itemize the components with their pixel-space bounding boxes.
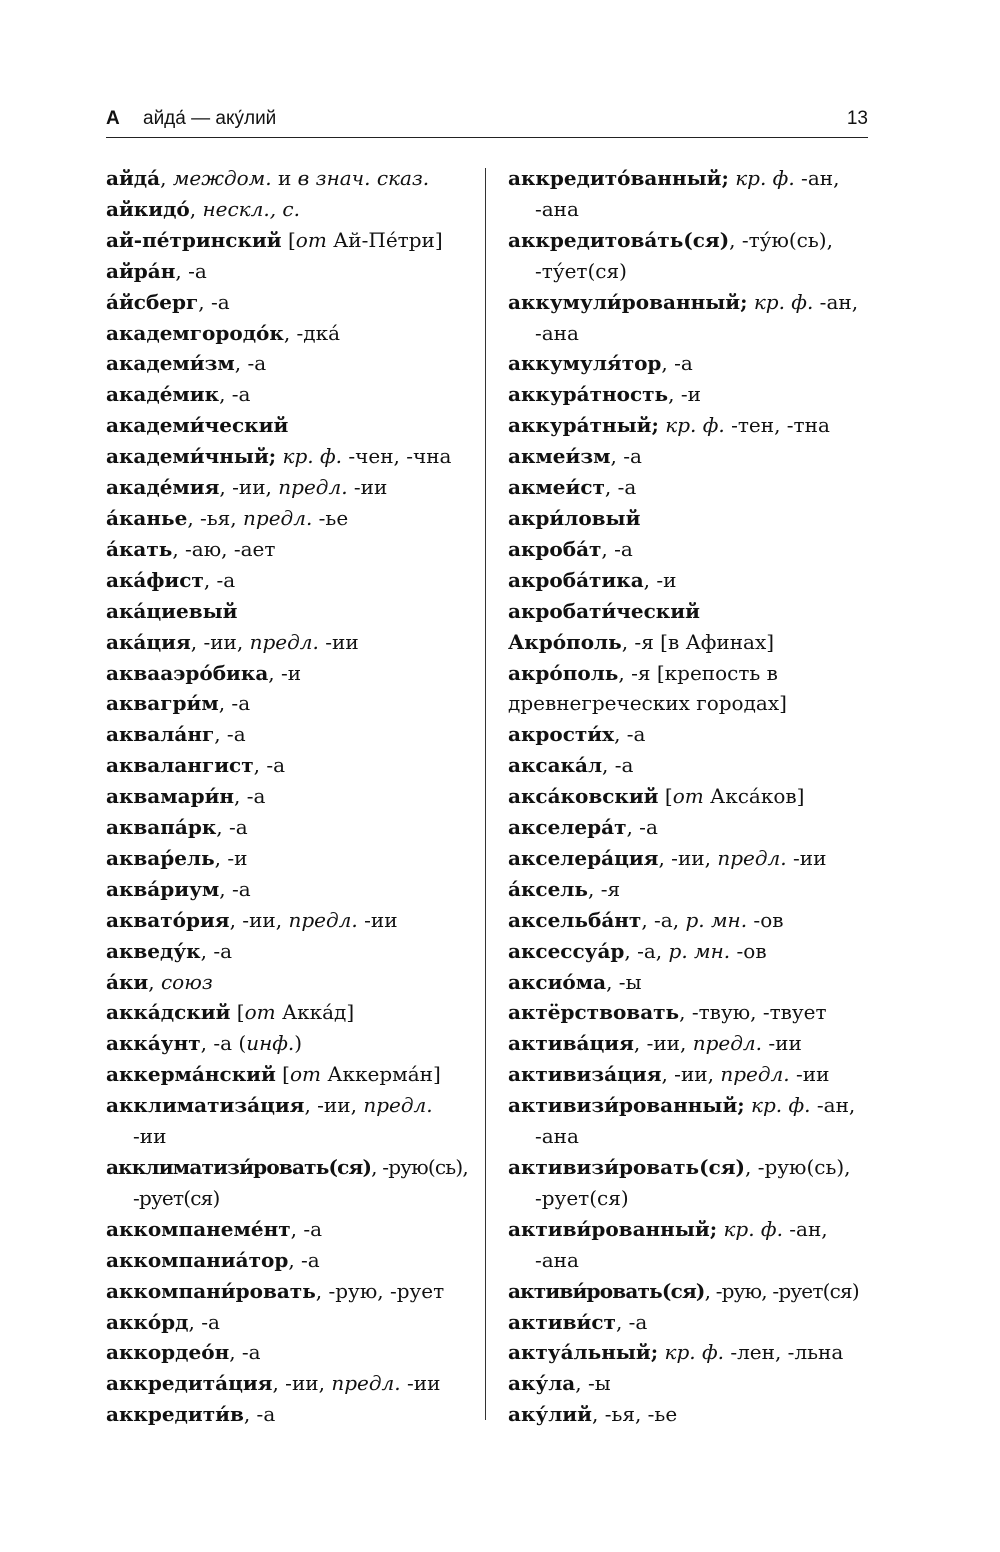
inflection-text: , -а [216, 815, 248, 840]
dictionary-entry [508, 1368, 870, 1399]
dictionary-entry [106, 1245, 474, 1276]
dictionary-entry [508, 596, 870, 627]
entry-continuation: -рует(ся) [535, 1185, 629, 1210]
inflection-text: , -ии, [633, 1031, 693, 1056]
grammar-label: р. мн. [685, 907, 748, 932]
inflection-text: , -ии, [661, 1062, 721, 1087]
dictionary-entry [106, 688, 474, 719]
headword: аккумуля́тор [508, 351, 662, 376]
headword: аквааэро́бика [106, 660, 269, 685]
grammar-label: от [290, 1062, 322, 1087]
entry-continuation: -ии [133, 1124, 167, 1149]
headword: аквапа́рк [106, 815, 217, 840]
headword: ака́фист [106, 567, 204, 592]
headword: аквалангист [106, 753, 254, 778]
headword: аккредито́ванный; [508, 166, 729, 190]
headword: аккура́тность [508, 382, 669, 407]
dictionary-entry [106, 1059, 474, 1090]
dictionary-entry [106, 379, 474, 410]
headword: ака́циевый [106, 598, 238, 623]
inflection-text: , -дка́ [283, 320, 341, 345]
dictionary-entry [106, 503, 474, 534]
inflection-text: Ай-Пе́три] [326, 227, 443, 252]
dictionary-entry [106, 997, 474, 1028]
dictionary-entry [508, 627, 870, 658]
inflection-text: -ии [786, 845, 827, 870]
inflection-text: , -аю, -ает [172, 536, 276, 561]
dictionary-entry [508, 503, 870, 534]
inflection-text: [ [275, 1062, 290, 1087]
headword: активи́ровать(ся) [508, 1278, 705, 1303]
dictionary-entry [508, 936, 870, 967]
inflection-text: -лен, -льна [723, 1340, 844, 1365]
inflection-text: , -а [290, 1216, 323, 1241]
inflection-text: , -рую, -рует(ся) [704, 1278, 859, 1303]
inflection-text: , -а [614, 722, 646, 747]
headword: академи́ческий [106, 413, 289, 438]
dictionary-entry [106, 936, 474, 967]
inflection-text: , -рую, -рует [315, 1278, 445, 1303]
inflection-text: , -а [203, 567, 236, 592]
grammar-label: предл. [278, 475, 348, 500]
headword: акрости́х [508, 722, 615, 747]
headword: акка́дский [106, 1000, 231, 1025]
headword: аккордео́н [106, 1340, 230, 1365]
inflection-text: , -а, [641, 907, 686, 932]
headword: активиза́ция [508, 1062, 662, 1087]
inflection-text: , -а [610, 444, 642, 469]
headword: акробати́ческий [508, 598, 700, 623]
inflection-text: -ии [318, 629, 359, 654]
inflection-text: Акка́д] [275, 1000, 355, 1025]
dictionary-entry [106, 1214, 474, 1245]
inflection-text: , -а [219, 382, 251, 407]
dictionary-entry [106, 812, 474, 843]
dictionary-entry [106, 719, 474, 750]
headword: ака́ция [106, 629, 191, 654]
grammar-label: предл. [717, 845, 787, 870]
inflection-text: , -а [626, 815, 658, 840]
inflection-text: , -а [601, 536, 633, 561]
dictionary-entry [106, 843, 474, 874]
dictionary-entry [106, 1368, 474, 1399]
dictionary-entry [508, 379, 870, 410]
running-header [106, 108, 868, 136]
headword: акклиматизи́ровать(ся) [106, 1155, 372, 1179]
grammar-label: междом. [172, 166, 272, 190]
dictionary-entry [508, 1276, 870, 1307]
dictionary-entry [106, 287, 474, 318]
entry-continuation: -рует(ся) [133, 1185, 220, 1210]
inflection-text: [ [281, 227, 296, 252]
inflection-text: , -а [198, 289, 230, 314]
dictionary-entry [508, 967, 870, 998]
entry-continuation: -ана [535, 1124, 579, 1149]
inflection-text: , -и [643, 567, 677, 592]
headword: активизи́рованный; [508, 1093, 745, 1118]
page-number: 13 [846, 108, 868, 129]
dictionary-entry [106, 1399, 474, 1430]
inflection-text: , -а, [624, 938, 669, 963]
inflection-text: , -а [175, 258, 207, 283]
headword: аккредита́ция [106, 1371, 273, 1396]
inflection-text: , -а [243, 1402, 276, 1427]
headword: акселера́ция [508, 845, 659, 870]
inflection-text: , -и [214, 845, 248, 870]
inflection-text: , -рую(сь), [744, 1155, 851, 1179]
dictionary-entry [508, 565, 870, 596]
right-column [508, 163, 870, 1430]
headword: акко́рд [106, 1309, 189, 1334]
inflection-text: -ов [730, 938, 767, 963]
headword: акроба́тика [508, 567, 644, 592]
inflection-text: , -а [188, 1309, 220, 1334]
headword: аксио́ма [508, 969, 607, 994]
dictionary-entry [106, 410, 474, 441]
inflection-text: -ье [312, 505, 349, 530]
header-rule [106, 137, 868, 138]
headword: акса́ковский [508, 784, 659, 809]
grammar-label: предл. [692, 1031, 763, 1056]
inflection-text: , -я [крепость в [618, 660, 778, 685]
headword: а́ксель [508, 876, 588, 901]
grammar-label: кр. ф. [664, 1340, 724, 1365]
inflection-text: , -и [268, 660, 302, 685]
inflection-text: , -ту́ю(сь), [729, 227, 833, 252]
grammar-label: кр. ф. [753, 289, 814, 314]
dictionary-entry [508, 812, 870, 843]
headword: аквато́рия [106, 907, 230, 932]
headword: акклиматиза́ция [106, 1093, 305, 1118]
headword: аккредити́в [106, 1402, 244, 1427]
dictionary-entry [106, 1307, 474, 1338]
headword: аквала́нг [106, 722, 215, 747]
dictionary-entry [508, 997, 870, 1028]
dictionary-entry [106, 967, 474, 998]
dictionary-entry [508, 1152, 870, 1183]
dictionary-entry [508, 1214, 870, 1245]
inflection-text: , -а [218, 691, 251, 716]
headword: айра́н [106, 258, 176, 283]
dictionary-entry [106, 534, 474, 565]
headword: активи́рованный; [508, 1216, 718, 1241]
grammar-label: предл. [331, 1371, 401, 1396]
inflection-text: , -ы [575, 1371, 611, 1396]
inflection-text: , -а [234, 784, 266, 809]
inflection-text: , -ья, -ье [591, 1402, 678, 1427]
inflection-text: -ан, [813, 289, 859, 314]
inflection-text: , -а [234, 351, 267, 376]
headword: акмеи́ст [508, 475, 605, 500]
dictionary-entry [106, 194, 474, 225]
grammar-label: предл. [249, 629, 319, 654]
dictionary-entry [106, 441, 474, 472]
inflection-text: , -а [288, 1247, 320, 1272]
dictionary-entry [508, 719, 870, 750]
dictionary-entry [106, 781, 474, 812]
dictionary-entry [508, 1337, 870, 1368]
inflection-text: -ии [789, 1062, 830, 1087]
grammar-label: кр. ф. [735, 166, 795, 190]
headword: аккура́тный; [508, 413, 659, 438]
grammar-label: предл. [288, 907, 358, 932]
dictionary-entry [508, 905, 870, 936]
inflection-text: -ов [747, 907, 784, 932]
inflection-text: и [271, 166, 298, 190]
headword: ай-пе́тринский [106, 227, 282, 252]
headword: а́канье [106, 505, 188, 530]
inflection-text: -тен, -тна [724, 413, 830, 438]
headword: академгородо́к [106, 320, 284, 345]
headword: акри́ловый [508, 505, 641, 530]
headword: а́кать [106, 536, 173, 561]
inflection-text: , -рую(сь), [371, 1155, 468, 1179]
inflection-text: , -твую, -твует [679, 1000, 827, 1025]
headword: акроба́т [508, 536, 602, 561]
inflection-text: -ии [762, 1031, 802, 1056]
headword: актёрствовать [508, 1000, 680, 1025]
inflection-text: , -ии, [304, 1093, 364, 1118]
entry-continuation: -ту́ет(ся) [535, 258, 627, 283]
headword-range: айда́ — аку́лий [143, 108, 277, 129]
dictionary-entry [508, 410, 870, 441]
headword: акселера́т [508, 815, 627, 840]
dictionary-entry [106, 750, 474, 781]
dictionary-entry [106, 163, 474, 194]
dictionary-entry [508, 1399, 870, 1430]
dictionary-entry [508, 750, 870, 781]
dictionary-entry [508, 225, 870, 256]
inflection-text: , -а [661, 351, 693, 376]
section-letter: А [106, 108, 120, 129]
inflection-text: -ан, [794, 166, 840, 190]
inflection-text: -ии [400, 1371, 441, 1396]
headword: активизи́ровать(ся) [508, 1155, 745, 1179]
dictionary-entry [508, 534, 870, 565]
dictionary-entry [508, 472, 870, 503]
headword: аккомпаниа́тор [106, 1247, 289, 1272]
dictionary-entry [106, 1090, 474, 1121]
inflection-text: -ан, [810, 1093, 856, 1118]
headword: аккомпани́ровать [106, 1278, 316, 1303]
inflection-text: [ [230, 1000, 245, 1025]
inflection-text: , -а ( [200, 1031, 247, 1056]
headword: аквамари́н [106, 784, 235, 809]
headword: акка́унт [106, 1031, 201, 1056]
headword: аккерма́нский [106, 1062, 276, 1087]
dictionary-entry [508, 874, 870, 905]
headword: актива́ция [508, 1031, 634, 1056]
inflection-text: -ии [347, 475, 388, 500]
headword: акаде́мик [106, 382, 220, 407]
dictionary-entry [106, 318, 474, 349]
grammar-label: предл. [363, 1093, 433, 1118]
grammar-label: кр. ф. [751, 1093, 811, 1118]
dictionary-entry [508, 348, 870, 379]
inflection-text: , -ии, [229, 907, 289, 932]
entry-continuation: древнегреческих городах] [508, 691, 787, 716]
inflection-text: , -а [229, 1340, 261, 1365]
dictionary-entry [106, 874, 474, 905]
grammar-label: кр. ф. [665, 413, 725, 438]
inflection-text: [ [658, 784, 673, 809]
headword: аквар́ель [106, 845, 215, 870]
headword: аксельба́нт [508, 907, 642, 932]
grammar-label: в знач. сказ. [297, 166, 430, 190]
dictionary-entry [508, 1059, 870, 1090]
inflection-text: , -ии, [272, 1371, 332, 1396]
grammar-label: кр. ф. [723, 1216, 783, 1241]
headword: акаде́мия [106, 475, 220, 500]
dictionary-entry [106, 565, 474, 596]
grammar-label: предл. [720, 1062, 790, 1087]
dictionary-entry [106, 472, 474, 503]
inflection-text: , -а [219, 876, 251, 901]
headword: аккумули́рованный; [508, 289, 748, 314]
headword: аку́ла [508, 1371, 576, 1396]
inflection-text: , -ии, [219, 475, 279, 500]
grammar-label: от [295, 227, 327, 252]
dictionary-entry [508, 287, 870, 318]
dictionary-entry [508, 1028, 870, 1059]
headword: а́ки [106, 969, 149, 994]
dictionary-entry [508, 441, 870, 472]
headword: аккомпанеме́нт [106, 1216, 291, 1241]
grammar-label: союз [160, 969, 213, 994]
inflection-text: , [160, 166, 173, 190]
grammar-label: от [244, 1000, 276, 1025]
dictionary-entry [508, 163, 870, 194]
inflection-text: , -а [602, 753, 634, 778]
left-column [106, 163, 474, 1430]
headword: аквагри́м [106, 691, 219, 716]
grammar-label: нескл., с. [202, 196, 300, 221]
entry-continuation: -ана [535, 1247, 579, 1272]
dictionary-entry [106, 1276, 474, 1307]
inflection-text: , -а [214, 722, 246, 747]
grammar-label: инф. [246, 1031, 295, 1056]
inflection-text: Акса́ков] [703, 784, 805, 809]
headword: аксака́л [508, 753, 603, 778]
headword: академи́зм [106, 351, 235, 376]
column-divider [485, 168, 486, 1420]
inflection-text: , -а [615, 1309, 648, 1334]
dictionary-entry [106, 1337, 474, 1368]
dictionary-entry [508, 843, 870, 874]
inflection-text: , -ы [606, 969, 642, 994]
dictionary-entry [106, 658, 474, 689]
entry-continuation: -ана [535, 196, 579, 221]
inflection-text: , -я [587, 876, 621, 901]
headword: акведу́к [106, 938, 201, 963]
headword: аква́риум [106, 876, 220, 901]
headword: аккредитова́ть(ся) [508, 227, 730, 252]
headword: аксессуа́р [508, 938, 625, 963]
headword: Акро́поль [508, 629, 622, 654]
grammar-label: предл. [243, 505, 313, 530]
headword: акро́поль [508, 660, 619, 685]
dictionary-entry [106, 348, 474, 379]
dictionary-entry [106, 1152, 474, 1183]
dictionary-entry [106, 225, 474, 256]
dictionary-entry [508, 1090, 870, 1121]
dictionary-entry [106, 1028, 474, 1059]
inflection-text: , -и [668, 382, 701, 407]
dictionary-entry [106, 627, 474, 658]
inflection-text: , [189, 196, 203, 221]
inflection-text: , -ья, [187, 505, 244, 530]
inflection-text: Аккерма́н] [321, 1062, 441, 1087]
entry-continuation: -ана [535, 320, 579, 345]
dictionary-entry [508, 1307, 870, 1338]
inflection-text: -чен, -чна [342, 444, 452, 469]
inflection-text: , -ии, [658, 845, 718, 870]
inflection-text: ) [294, 1031, 303, 1056]
dictionary-entry [508, 781, 870, 812]
inflection-text: , -ии, [190, 629, 250, 654]
headword: айкидо́ [106, 196, 190, 221]
headword: акмеи́зм [508, 444, 611, 469]
inflection-text: , [148, 969, 161, 994]
dictionary-entry [106, 596, 474, 627]
headword: а́йсберг [106, 289, 199, 314]
headword: академи́чный; [106, 444, 277, 469]
grammar-label: р. мн. [668, 938, 731, 963]
dictionary-entry [106, 905, 474, 936]
inflection-text: , -а [604, 475, 637, 500]
headword: актуа́льный; [508, 1340, 659, 1365]
grammar-label: от [672, 784, 704, 809]
inflection-text: , -я [в Афинах] [621, 629, 775, 654]
headword: айда́ [106, 166, 161, 190]
grammar-label: кр. ф. [282, 444, 343, 469]
inflection-text: -ан, [782, 1216, 828, 1241]
inflection-text: -ии [357, 907, 398, 932]
dictionary-entry [106, 256, 474, 287]
dictionary-entry [508, 658, 870, 689]
headword: активи́ст [508, 1309, 616, 1334]
inflection-text: , -а [200, 938, 233, 963]
inflection-text: , -а [253, 753, 286, 778]
headword: аку́лий [508, 1402, 592, 1427]
